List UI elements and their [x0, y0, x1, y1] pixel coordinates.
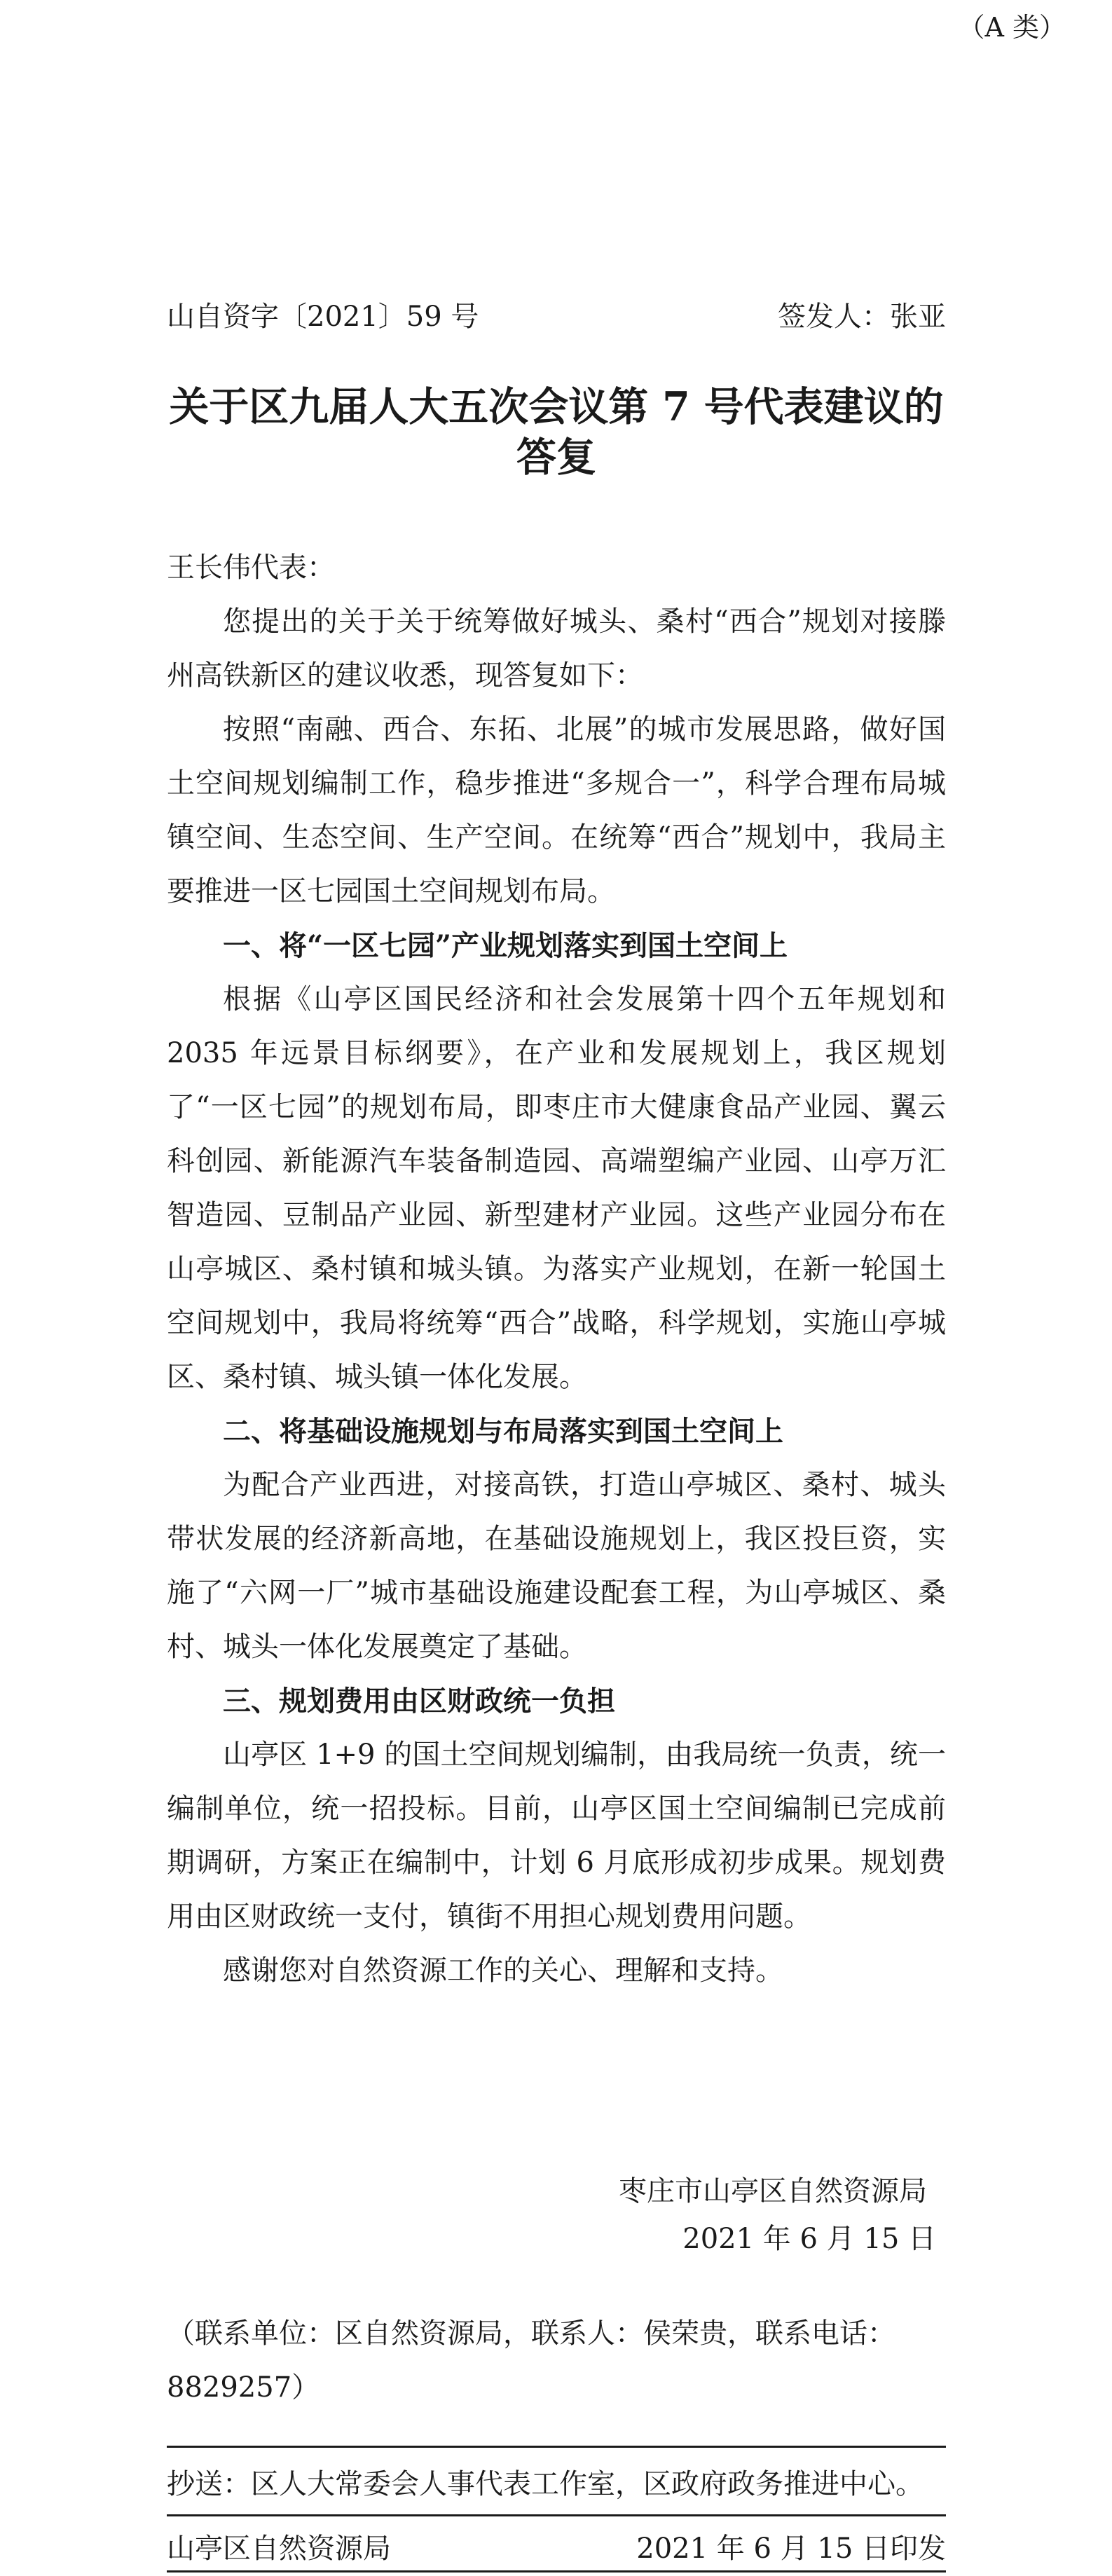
section-1-heading: 一、将“一区七园”产业规划落实到国土空间上	[223, 929, 788, 962]
footer-rule-top	[167, 2446, 946, 2448]
document-category: （A 类）	[958, 12, 1066, 43]
section-3-paragraph: 山亭区 1+9 的国土空间规划编制，由我局统一负责，统一编制单位，统一招投标。目前，山亭区国土空间编制已完成前期调研，方案正在编制中，计划 6 月底形成初步成果。规划费用由区财政统一支付，镇街不用担心规划费用问题。	[167, 1739, 946, 1933]
document-number: 山自资字〔2021〕59 号	[167, 301, 479, 333]
section-2-heading: 二、将基础设施规划与布局落实到国土空间上	[223, 1415, 783, 1448]
document-body	[167, 541, 946, 1998]
closing-paragraph: 感谢您对自然资源工作的关心、理解和支持。	[223, 1954, 783, 1987]
cc-line: 抄送：区人大常委会人事代表工作室，区政府政务推进中心。	[167, 2468, 924, 2500]
document-meta	[167, 294, 946, 336]
salutation: 王长伟代表：	[167, 551, 335, 584]
printer: 山亭区自然资源局	[167, 2533, 391, 2565]
overview-paragraph: 按照“南融、西合、东拓、北展”的城市发展思路，做好国土空间规划编制工作，稳步推进“多规合一”，科学合理布局城镇空间、生态空间、生产空间。在统筹“西合”规划中，我局主要推进一区七园国土空间规划布局。	[167, 713, 946, 907]
footer-rule-bottom	[167, 2570, 946, 2572]
print-date: 2021 年 6 月 15 日印发	[636, 2533, 946, 2565]
signature-date: 2021 年 6 月 15 日	[682, 2223, 936, 2255]
issuer: 签发人：张亚	[778, 301, 946, 333]
intro-paragraph: 您提出的关于关于统筹做好城头、桑村“西合”规划对接滕州高铁新区的建议收悉，现答复如下：	[167, 605, 946, 692]
footer-row	[167, 2526, 946, 2566]
document-title	[167, 382, 946, 483]
section-2-paragraph: 为配合产业西进，对接高铁，打造山亭城区、桑村、城头带状发展的经济新高地，在基础设施规划上，我区投巨资，实施了“六网一厂”城市基础设施建设配套工程，为山亭城区、桑村、城头一体化发展奠定了基础。	[167, 1469, 946, 1663]
footer-rule-middle	[167, 2514, 946, 2516]
title-line-2: 答复	[516, 434, 596, 481]
title-line-1: 关于区九届人大五次会议第 7 号代表建议的	[169, 383, 944, 430]
signature-organization: 枣庄市山亭区自然资源局	[619, 2175, 927, 2207]
section-1-paragraph: 根据《山亭区国民经济和社会发展第十四个五年规划和 2035 年远景目标纲要》，在产业和发展规划上，我区规划了“一区七园”的规划布局，即枣庄市大健康食品产业园、翼云科创园、新能源汽车装备制造园、高端塑编产业园、山亭万汇智造园、豆制品产业园、新型建材产业园。这些产业园分布在山亭城区、桑村镇和城头镇。为落实产业规划，在新一轮国土空间规划中，我局将统筹“西合”战略，科学规划，实施山亭城区、桑村镇、城头镇一体化发展。	[167, 983, 946, 1393]
section-3-heading: 三、规划费用由区财政统一负担	[223, 1685, 615, 1718]
contact-info: （联系单位：区自然资源局，联系人：侯荣贵，联系电话：8829257）	[167, 2317, 895, 2404]
